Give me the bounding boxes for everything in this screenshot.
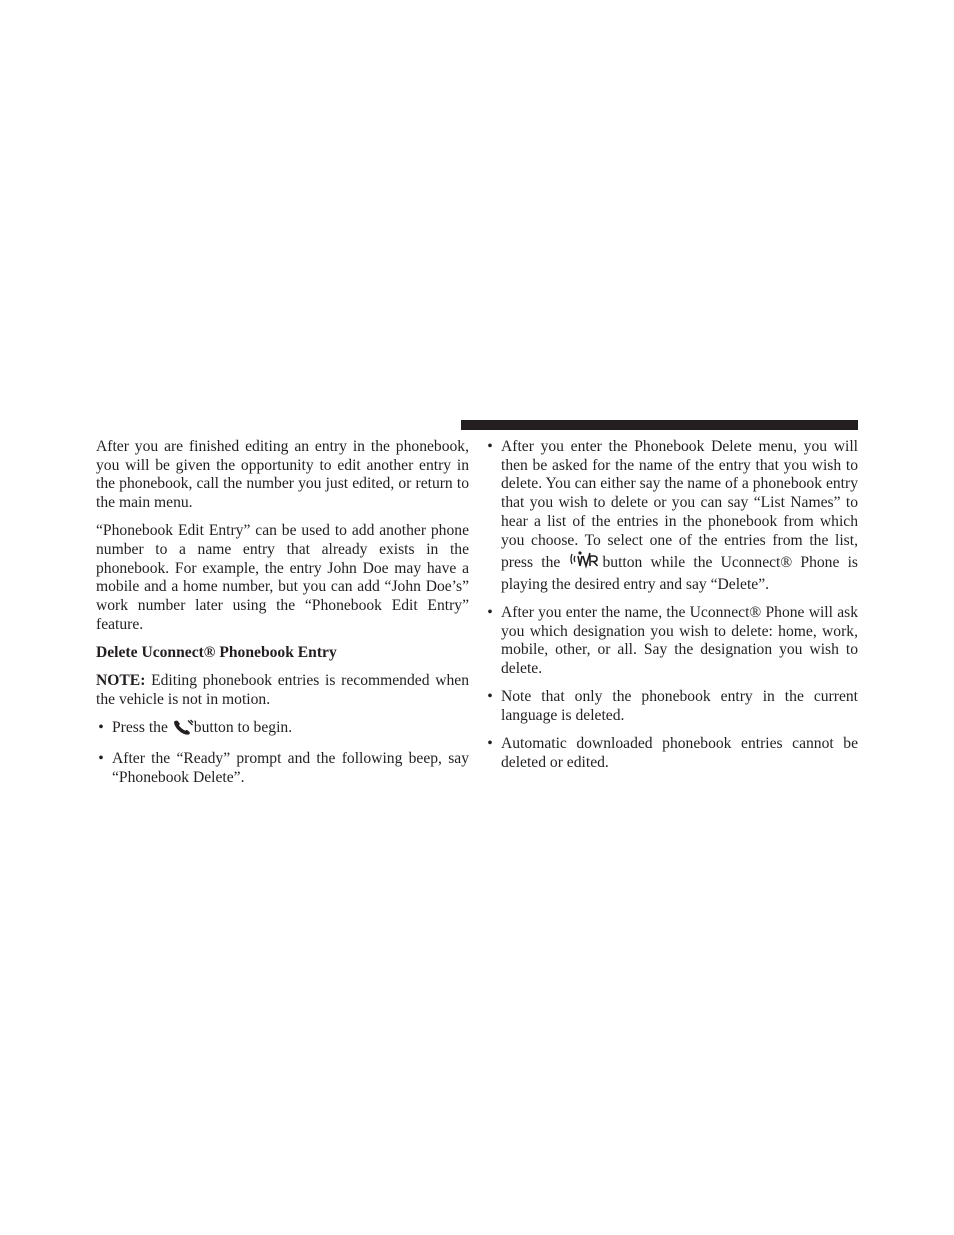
bullet-glyph: • (98, 749, 104, 767)
list-item (485, 438, 858, 595)
bullet-glyph: • (487, 604, 493, 622)
list-item-text: Note that only the phonebook entry in the current language is deleted. (501, 688, 858, 724)
bullet-glyph: • (487, 735, 493, 753)
left-bullet-list (96, 719, 469, 788)
list-item-text: After the “Ready” prompt and the following beep, say “Phonebook Delete”. (112, 749, 469, 786)
bullet-glyph: • (98, 718, 104, 736)
note-label: NOTE: (96, 671, 146, 689)
right-bullet-list (485, 438, 858, 772)
list-item-text: Automatic downloaded phonebook entries cannot be deleted or edited. (501, 735, 858, 771)
list-item-text: button while the Uconnect® Phone is playing the desired entry and say “Delete”. (501, 554, 858, 593)
list-item (96, 719, 469, 741)
voice-recognition-vr-icon (569, 550, 603, 576)
right-column (485, 438, 858, 782)
list-item-text: After you enter the name, the Uconnect® Phone will ask you which designation you wish to delete: home, work, mobile, other, or all. Say the designation you wish to delete. (501, 604, 858, 678)
list-item (96, 750, 469, 787)
section-heading-delete-entry: Delete Uconnect® Phonebook Entry (96, 643, 337, 661)
note-text: Editing phonebook entries is recommended when the vehicle is not in motion. (96, 671, 469, 708)
paragraph-edit-finished: After you are finished editing an entry in the phonebook, you will be given the opportunity to edit another entry in the phonebook, call the number you just edited, or return to the main menu. (96, 438, 469, 512)
list-item (485, 604, 858, 679)
list-item (485, 688, 858, 725)
list-item (485, 735, 858, 772)
bullet-glyph: • (487, 438, 493, 455)
list-item-text: After you enter the Phonebook Delete menu, you will then be asked for the name of the entry that you wish to delete. You can either say the name of a phonebook entry that you wish to delete or you can say “List Names” to hear a list of the entries in the phonebook from which you choose. To select one of the entries from the list, press the (501, 438, 858, 572)
list-item-text: Press the (112, 718, 172, 736)
left-column (96, 438, 469, 797)
bullet-glyph: • (487, 688, 493, 706)
list-item-text: button to begin. (193, 718, 293, 736)
note-paragraph (96, 672, 469, 709)
phone-handset-icon (172, 719, 194, 741)
paragraph-edit-entry-usage: “Phonebook Edit Entry” can be used to add another phone number to a name entry that already exists in the phonebook. For example, the entry John Doe may have a mobile and a home number, but you can add “John Doe’s” work number later using the “Phonebook Edit Entry” feature. (96, 522, 469, 633)
section-header-bar (461, 420, 858, 430)
